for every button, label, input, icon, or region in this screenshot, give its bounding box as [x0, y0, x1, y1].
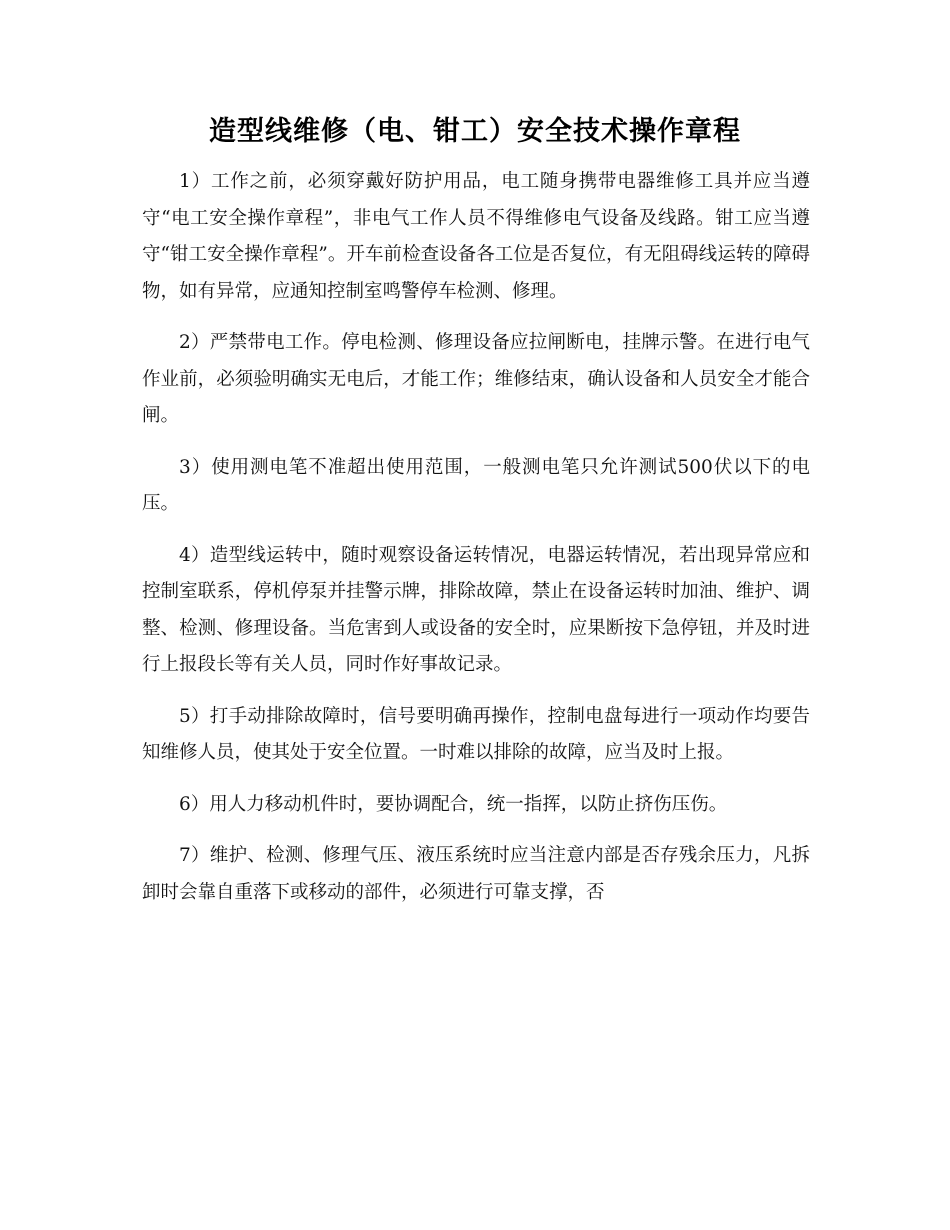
document-body [142, 164, 810, 926]
paragraph-7: 7）维护、检测、修理气压、液压系统时应当注意内部是否存残余压力，凡拆卸时会靠自重落下或移动的部件，必须进行可靠支撑，否 [142, 845, 810, 903]
paragraph-4: 4）造型线运转中，随时观察设备运转情况，电器运转情况，若出现异常应和控制室联系，停机停泵并挂警示牌，排除故障，禁止在设备运转时加油、维护、调整、检测、修理设备。当危害到人或设备的安全时，应果断按下急停钮，并及时进行上报段长等有关人员，同时作好事故记录。 [142, 544, 810, 675]
paragraph-1: 1）工作之前，必须穿戴好防护用品，电工随身携带电器维修工具并应当遵守“电工安全操作章程”，非电气工作人员不得维修电气设备及线路。钳工应当遵守“钳工安全操作章程”。开车前检查设备各工位是否复位，有无阻碍线运转的障碍物，如有异常，应通知控制室鸣警停车检测、修理。 [142, 171, 810, 302]
document-title: 造型线维修（电、钳工）安全技术操作章程 [209, 116, 741, 147]
paragraph-6: 6）用人力移动机件时，要协调配合，统一指挥，以防止挤伤压伤。 [179, 793, 728, 815]
paragraph-5: 5）打手动排除故障时，信号要明确再操作，控制电盘每进行一项动作均要告知维修人员，使其处于安全位置。一时难以排除的故障，应当及时上报。 [142, 705, 810, 763]
paragraph-3: 3）使用测电笔不准超出使用范围，一般测电笔只允许测试500伏以下的电压。 [142, 456, 810, 514]
paragraph-2: 2）严禁带电工作。停电检测、修理设备应拉闸断电，挂牌示警。在进行电气作业前，必须验明确实无电后，才能工作；维修结束，确认设备和人员安全才能合闸。 [142, 332, 810, 426]
